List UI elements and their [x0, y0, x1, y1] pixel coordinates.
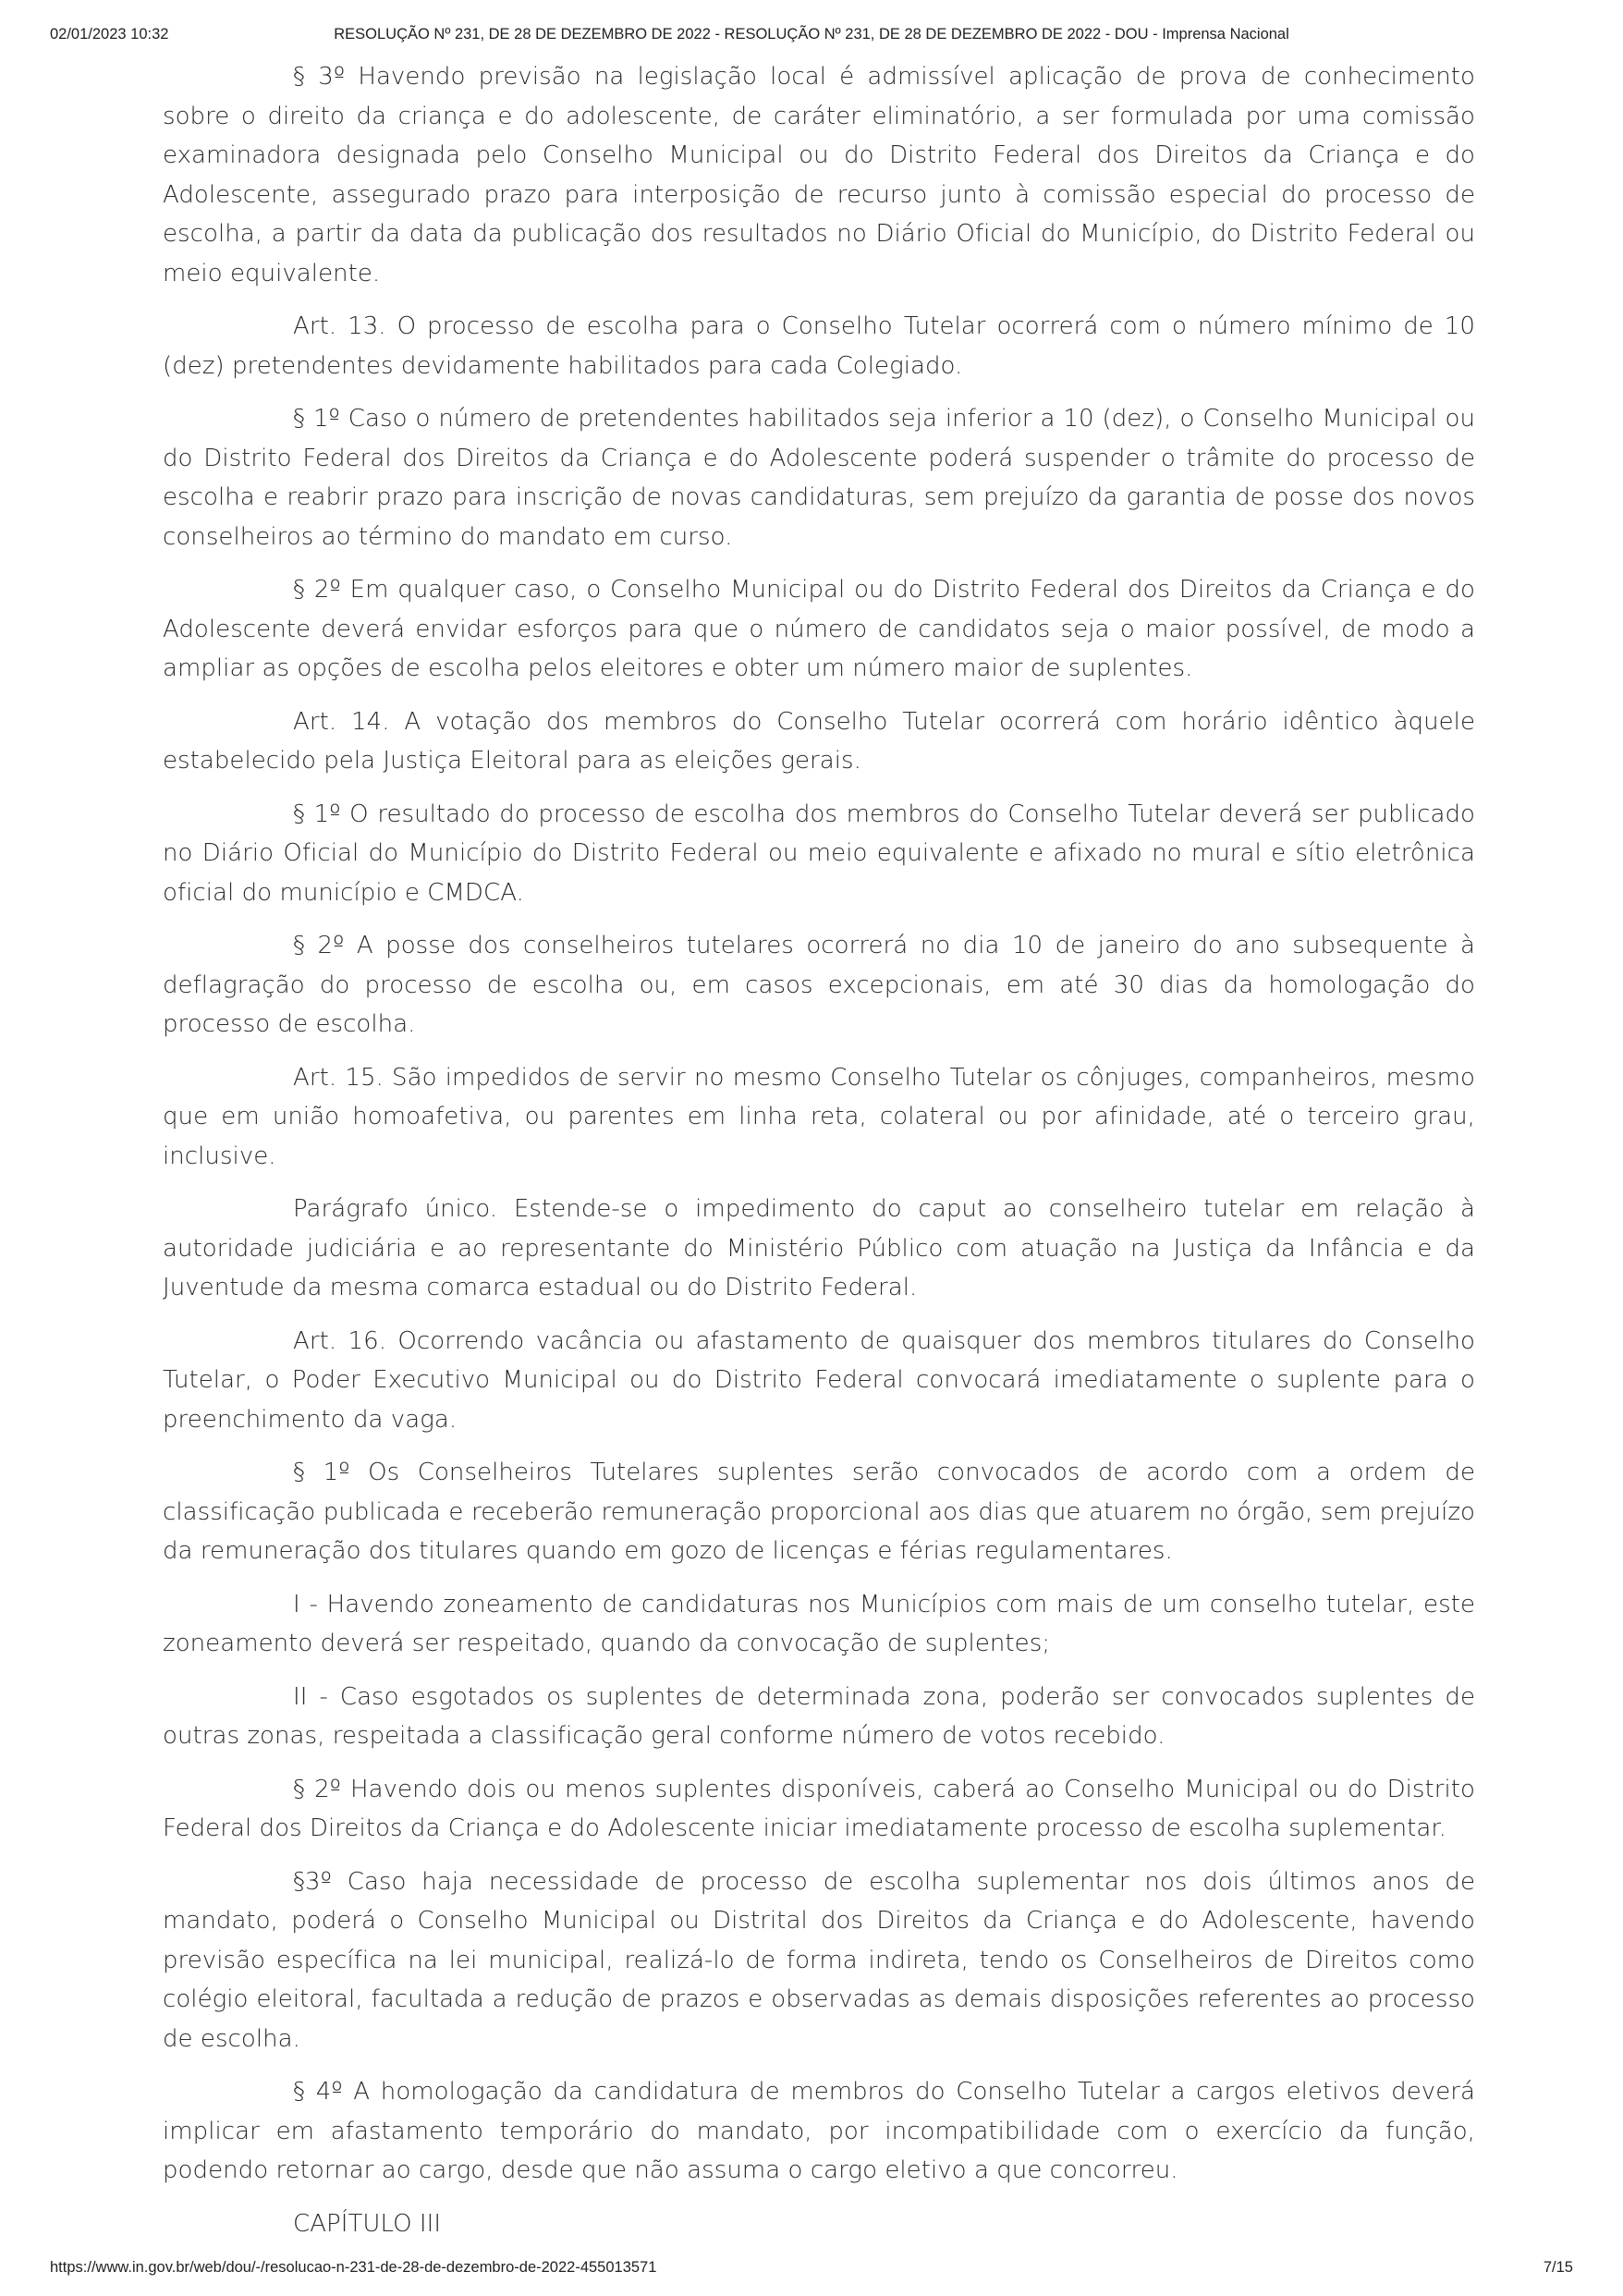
paragraph-art14-par2: § 2º A posse dos conselheiros tutelares ocorrerá no dia 10 de janeiro do ano subsequente à deflagração do processo de escolha ou, em casos excepcionais, em até 30 dias da homologação do processo de escolha.	[163, 932, 1475, 1038]
paragraph-art13-par2: § 2º Em qualquer caso, o Conselho Municipal ou do Distrito Federal dos Direitos da Criança e do Adolescente deverá envidar esforços para que o número de candidatos seja o maior possível, de modo a ampliar as opções de escolha pelos eleitores e obter um número maior de suplentes.	[163, 576, 1475, 682]
document-body	[163, 57, 1475, 2257]
paragraph-art16-par2: § 2º Havendo dois ou menos suplentes disponíveis, caberá ao Conselho Municipal ou do Distrito Federal dos Direitos da Criança e do Adolescente iniciar imediatamente processo de escolha suplementar.	[163, 1775, 1475, 1842]
print-footer	[50, 2259, 1573, 2281]
paragraph-art16-item-i: I - Havendo zoneamento de candidaturas nos Municípios com mais de um conselho tutelar, este zoneamento deverá ser respeitado, quando da convocação de suplentes;	[163, 1590, 1475, 1657]
paragraph-art16-item-ii: II - Caso esgotados os suplentes de determinada zona, poderão ser convocados suplentes de outras zonas, respeitada a classificação geral conforme número de votos recebido.	[163, 1682, 1475, 1750]
paragraph-art16-par3: §3º Caso haja necessidade de processo de escolha suplementar nos dois últimos anos de mandato, poderá o Conselho Municipal ou Distrital dos Direitos da Criança e do Adolescente, havendo previsão específica na lei municipal, realizá-lo de forma indireta, tendo os Conselheiros de Direitos como colégio eleitoral, facultada a redução de prazos e observadas as demais disposições referentes ao processo de escolha.	[163, 1867, 1475, 2053]
page-url: https://www.in.gov.br/web/dou/-/resolucao-n-231-de-28-de-dezembro-de-2022-455013571	[50, 2259, 657, 2276]
paragraph-art13-par1: § 1º Caso o número de pretendentes habilitados seja inferior a 10 (dez), o Conselho Municipal ou do Distrito Federal dos Direitos da Criança e do Adolescente poderá suspender o trâmite do processo de escolha e reabrir prazo para inscrição de novas candidaturas, sem prejuízo da garantia de posse dos novos conselheiros ao término do mandato em curso.	[163, 405, 1475, 551]
paragraph-art15: Art. 15. São impedidos de servir no mesmo Conselho Tutelar os cônjuges, companheiros, mesmo que em união homoafetiva, ou parentes em linha reta, colateral ou por afinidade, até o terceiro grau, inclusive.	[163, 1063, 1475, 1170]
paragraph-art14: Art. 14. A votação dos membros do Conselho Tutelar ocorrerá com horário idêntico àquele estabelecido pela Justiça Eleitoral para as eleições gerais.	[163, 707, 1475, 775]
paragraph-art14-par1: § 1º O resultado do processo de escolha dos membros do Conselho Tutelar deverá ser publicado no Diário Oficial do Município do Distrito Federal ou meio equivalente e afixado no mural e sítio eletrônica oficial do município e CMDCA.	[163, 800, 1475, 907]
page-number: 7/15	[1543, 2259, 1573, 2276]
chapter-heading: CAPÍTULO III	[293, 2209, 442, 2238]
paragraph-art15-single: Parágrafo único. Estende-se o impedimento do caput ao conselheiro tutelar em relação à autoridade judiciária e ao representante do Ministério Público com atuação na Justiça da Infância e da Juventude da mesma comarca estadual ou do Distrito Federal.	[163, 1195, 1475, 1301]
print-header	[50, 26, 1573, 48]
paragraph-art13: Art. 13. O processo de escolha para o Conselho Tutelar ocorrerá com o número mínimo de 10 (dez) pretendentes devidamente habilitados para cada Colegiado.	[163, 312, 1475, 380]
paragraph-art12-par3: § 3º Havendo previsão na legislação local é admissível aplicação de prova de conhecimento sobre o direito da criança e do adolescente, de caráter eliminatório, a ser formulada por uma comissão examinadora designada pelo Conselho Municipal ou do Distrito Federal dos Direitos da Criança e do Adolescente, assegurado prazo para interposição de recurso junto à comissão especial do processo de escolha, a partir da data da publicação dos resultados no Diário Oficial do Município, do Distrito Federal ou meio equivalente.	[163, 63, 1475, 287]
document-title: RESOLUÇÃO Nº 231, DE 28 DE DEZEMBRO DE 2022 - RESOLUÇÃO Nº 231, DE 28 DE DEZEMBRO DE 2022 - DOU - Imprensa Nacional	[334, 26, 1289, 43]
print-date: 02/01/2023 10:32	[50, 26, 169, 43]
paragraph-art16-par1: § 1º Os Conselheiros Tutelares suplentes serão convocados de acordo com a ordem de classificação publicada e receberão remuneração proporcional aos dias que atuarem no órgão, sem prejuízo da remuneração dos titulares quando em gozo de licenças e férias regulamentares.	[163, 1459, 1475, 1565]
paragraph-art16-par4: § 4º A homologação da candidatura de membros do Conselho Tutelar a cargos eletivos deverá implicar em afastamento temporário do mandato, por incompatibilidade com o exercício da função, podendo retornar ao cargo, desde que não assuma o cargo eletivo a que concorreu.	[163, 2078, 1475, 2184]
paragraph-art16: Art. 16. Ocorrendo vacância ou afastamento de quaisquer dos membros titulares do Conselho Tutelar, o Poder Executivo Municipal ou do Distrito Federal convocará imediatamente o suplente para o preenchimento da vaga.	[163, 1326, 1475, 1434]
